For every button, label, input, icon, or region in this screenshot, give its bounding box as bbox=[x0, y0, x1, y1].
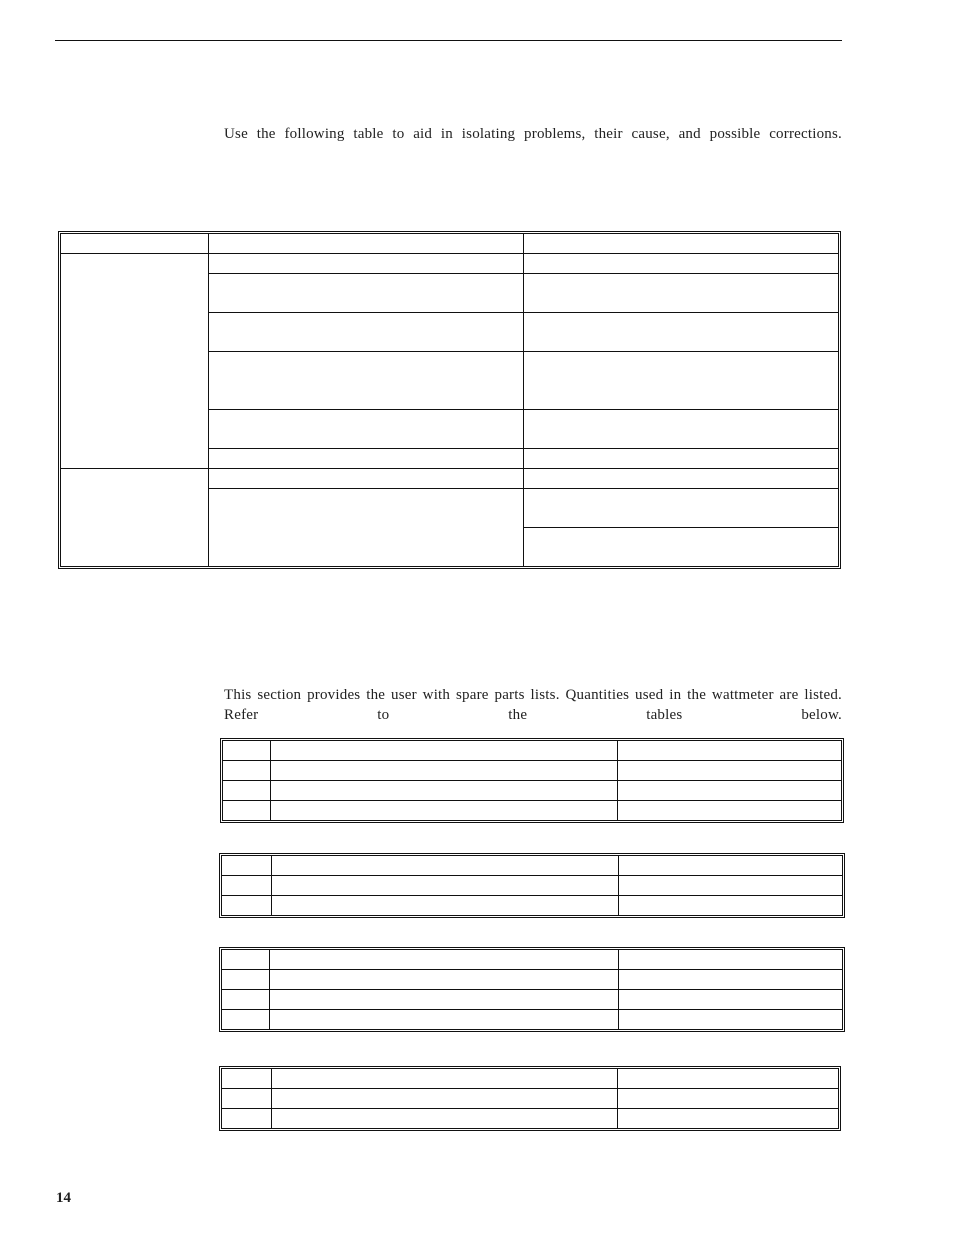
cause-cell bbox=[208, 274, 524, 313]
troubleshooting-table bbox=[60, 233, 839, 567]
parts-cell bbox=[619, 950, 843, 970]
cause-cell bbox=[208, 410, 524, 449]
cause-cell bbox=[208, 489, 524, 567]
cause-cell bbox=[208, 313, 524, 352]
spare-parts-intro: This section provides the user with spare parts lists. Quantities used in the wattmeter are listed. Refer to the tables below. bbox=[224, 687, 842, 723]
parts-cell bbox=[222, 950, 270, 970]
table-row bbox=[222, 950, 843, 970]
parts-cell bbox=[222, 1010, 270, 1030]
symptom-cell bbox=[61, 254, 209, 469]
parts-cell bbox=[619, 876, 843, 896]
parts-cell bbox=[618, 1109, 839, 1129]
parts-table-3 bbox=[221, 949, 843, 1030]
correction-cell bbox=[524, 528, 839, 567]
parts-table-4 bbox=[221, 1068, 839, 1129]
parts-cell bbox=[618, 1069, 839, 1089]
table-row bbox=[223, 781, 842, 801]
cause-cell bbox=[208, 449, 524, 469]
parts-cell bbox=[223, 761, 271, 781]
parts-cell bbox=[270, 801, 617, 821]
parts-cell bbox=[222, 856, 272, 876]
parts-cell bbox=[618, 801, 842, 821]
parts-cell bbox=[269, 1010, 618, 1030]
parts-cell bbox=[222, 990, 270, 1010]
page-number: 14 bbox=[56, 1190, 71, 1206]
table-row bbox=[222, 970, 843, 990]
header-symptom bbox=[61, 234, 209, 254]
parts-cell bbox=[271, 896, 618, 916]
parts-cell bbox=[619, 896, 843, 916]
parts-cell bbox=[271, 856, 618, 876]
table-row bbox=[223, 761, 842, 781]
table-row bbox=[61, 469, 839, 489]
symptom-cell bbox=[61, 469, 209, 567]
parts-cell bbox=[222, 1069, 272, 1089]
header-correction bbox=[524, 234, 839, 254]
table-row bbox=[222, 1010, 843, 1030]
cause-cell bbox=[208, 469, 524, 489]
parts-cell bbox=[271, 1089, 617, 1109]
parts-cell bbox=[222, 896, 272, 916]
correction-cell bbox=[524, 254, 839, 274]
parts-cell bbox=[619, 970, 843, 990]
correction-cell bbox=[524, 313, 839, 352]
header-rule bbox=[55, 40, 842, 41]
table-row bbox=[222, 1109, 839, 1129]
correction-cell bbox=[524, 410, 839, 449]
correction-cell bbox=[524, 274, 839, 313]
table-row bbox=[223, 801, 842, 821]
table-row bbox=[61, 254, 839, 274]
parts-cell bbox=[223, 741, 271, 761]
table-row bbox=[222, 896, 843, 916]
parts-cell bbox=[619, 1010, 843, 1030]
table-row bbox=[222, 876, 843, 896]
header-cause bbox=[208, 234, 524, 254]
parts-table-1 bbox=[222, 740, 842, 821]
parts-cell bbox=[222, 1109, 272, 1129]
parts-cell bbox=[271, 876, 618, 896]
parts-cell bbox=[269, 990, 618, 1010]
parts-cell bbox=[270, 761, 617, 781]
parts-cell bbox=[222, 970, 270, 990]
parts-cell bbox=[222, 1089, 272, 1109]
table-row bbox=[222, 990, 843, 1010]
parts-cell bbox=[223, 781, 271, 801]
table-header-row bbox=[61, 234, 839, 254]
table-row bbox=[223, 741, 842, 761]
parts-cell bbox=[618, 1089, 839, 1109]
parts-cell bbox=[223, 801, 271, 821]
correction-cell bbox=[524, 449, 839, 469]
parts-cell bbox=[619, 990, 843, 1010]
parts-cell bbox=[271, 1069, 617, 1089]
table-row bbox=[222, 1069, 839, 1089]
correction-cell bbox=[524, 489, 839, 528]
parts-cell bbox=[618, 781, 842, 801]
parts-cell bbox=[270, 781, 617, 801]
parts-cell bbox=[269, 950, 618, 970]
parts-cell bbox=[618, 761, 842, 781]
parts-cell bbox=[222, 876, 272, 896]
parts-table-2 bbox=[221, 855, 843, 916]
parts-cell bbox=[618, 741, 842, 761]
table-row bbox=[222, 856, 843, 876]
parts-cell bbox=[269, 970, 618, 990]
parts-cell bbox=[271, 1109, 617, 1129]
troubleshooting-intro: Use the following table to aid in isolating problems, their cause, and possible corrections. bbox=[224, 126, 842, 142]
cause-cell bbox=[208, 352, 524, 410]
parts-cell bbox=[270, 741, 617, 761]
parts-cell bbox=[619, 856, 843, 876]
correction-cell bbox=[524, 352, 839, 410]
correction-cell bbox=[524, 469, 839, 489]
cause-cell bbox=[208, 254, 524, 274]
table-row bbox=[222, 1089, 839, 1109]
